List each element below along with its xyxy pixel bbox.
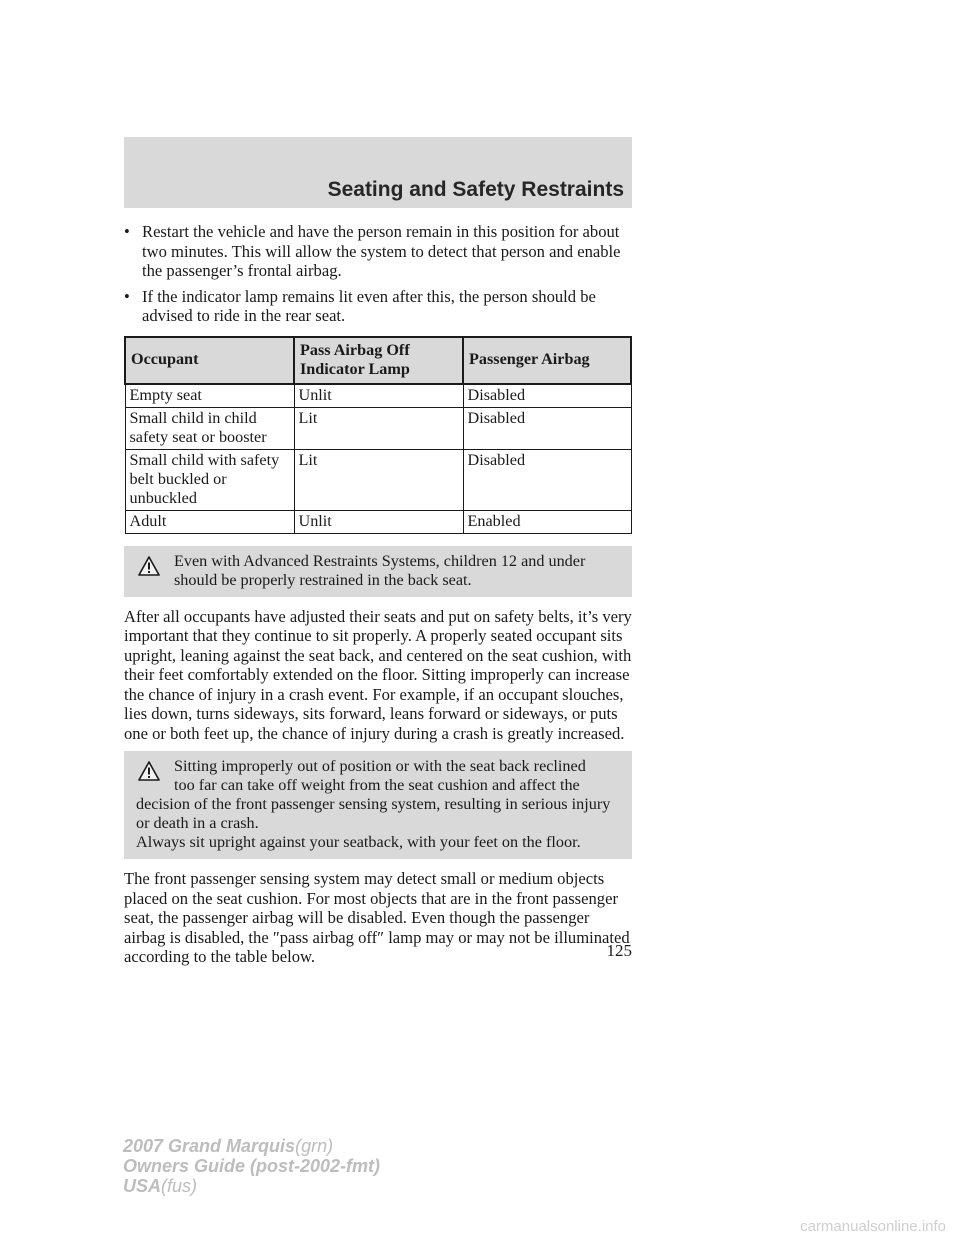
table-cell: Adult: [125, 510, 294, 533]
column-header-passenger-airbag: Passenger Airbag: [463, 337, 631, 384]
table-header-row: [125, 337, 631, 384]
page-number: 125: [606, 941, 632, 960]
section-title: Seating and Safety Restraints: [327, 178, 624, 201]
warning-triangle-icon: [138, 556, 160, 576]
warning-text: Even with Advanced Restraints Systems, children 12 and under should be properly restrained in the back seat.: [174, 551, 586, 589]
bullet-item: [124, 287, 632, 326]
footer-line: [123, 1136, 380, 1156]
bullet-symbol: •: [124, 222, 130, 241]
table-cell: Unlit: [294, 510, 463, 533]
column-header-occupant: Occupant: [125, 337, 294, 384]
table-cell: Enabled: [463, 510, 631, 533]
table-cell: Lit: [294, 407, 463, 449]
table-cell: Small child in child safety seat or booster: [125, 407, 294, 449]
footer-code: (grn): [295, 1136, 334, 1156]
footer-code: (fus): [161, 1176, 198, 1196]
table-row: [125, 449, 631, 510]
bullet-text: Restart the vehicle and have the person remain in this position for about two minutes. This will allow the system to detect that person and enable the passenger’s frontal airbag.: [142, 222, 621, 280]
footer-model: 2007 Grand Marquis: [123, 1136, 296, 1156]
page-content: [124, 222, 632, 967]
warning-text-line: Sitting improperly out of position or with the seat back reclined: [174, 757, 586, 775]
document-footer: [123, 1136, 380, 1196]
table-cell: Unlit: [294, 384, 463, 408]
table-row: [125, 407, 631, 449]
bullet-text: If the indicator lamp remains lit even after this, the person should be advised to ride in the rear seat.: [142, 286, 596, 325]
airbag-status-table: [124, 336, 632, 534]
section-header-band: [124, 137, 632, 208]
warning-box-children: [124, 546, 632, 597]
footer-line: [123, 1156, 380, 1176]
warning-text-line: Always sit upright against your seatback, with your feet on the floor.: [136, 833, 581, 851]
footer-market: USA: [123, 1176, 162, 1196]
table-cell: Disabled: [463, 407, 631, 449]
footer-line: [123, 1176, 380, 1196]
table-cell: Disabled: [463, 384, 631, 408]
table-cell: Disabled: [463, 449, 631, 510]
table-row: [125, 384, 631, 408]
warning-box-seating: [124, 751, 632, 859]
bullet-item: [124, 222, 632, 281]
warning-triangle-icon: [138, 761, 160, 781]
warning-text-line: too far can take off weight from the seat cushion and affect the: [174, 776, 580, 794]
table-cell: Small child with safety belt buckled or unbuckled: [125, 449, 294, 510]
watermark-link[interactable]: carmanualsonline.info: [800, 1218, 946, 1235]
table-cell: Lit: [294, 449, 463, 510]
footer-guide: Owners Guide (post-2002-fmt): [123, 1156, 381, 1176]
paragraph-sensing-system: The front passenger sensing system may detect small or medium objects placed on the seat cushion. For most objects that are in the front passenger seat, the passenger airbag will be disabled. Even though the passenger airbag is disabled, the ″pass airbag off″ lamp may or may not be illuminated according to the table below.: [124, 869, 630, 966]
paragraph-sitting-properly: After all occupants have adjusted their seats and put on safety belts, it’s very important that they continue to sit properly. A properly seated occupant sits upright, leaning against the seat back, and centered on the seat cushion, with their feet comfortably extended on the floor. Sitting improperly can increase the chance of injury in a crash event. For example, if an occupant slouches, lies down, turns sideways, sits forward, leans forward or sideways, or puts one or both feet up, the chance of injury during a crash is greatly increased.: [124, 606, 632, 743]
bullet-symbol: •: [124, 286, 130, 306]
table-cell: Empty seat: [125, 384, 294, 408]
warning-text-body: decision of the front passenger sensing system, resulting in serious injury or death in a crash.: [136, 795, 611, 832]
column-header-indicator-lamp: Pass Airbag Off Indicator Lamp: [294, 337, 463, 384]
table-row: [125, 510, 631, 533]
